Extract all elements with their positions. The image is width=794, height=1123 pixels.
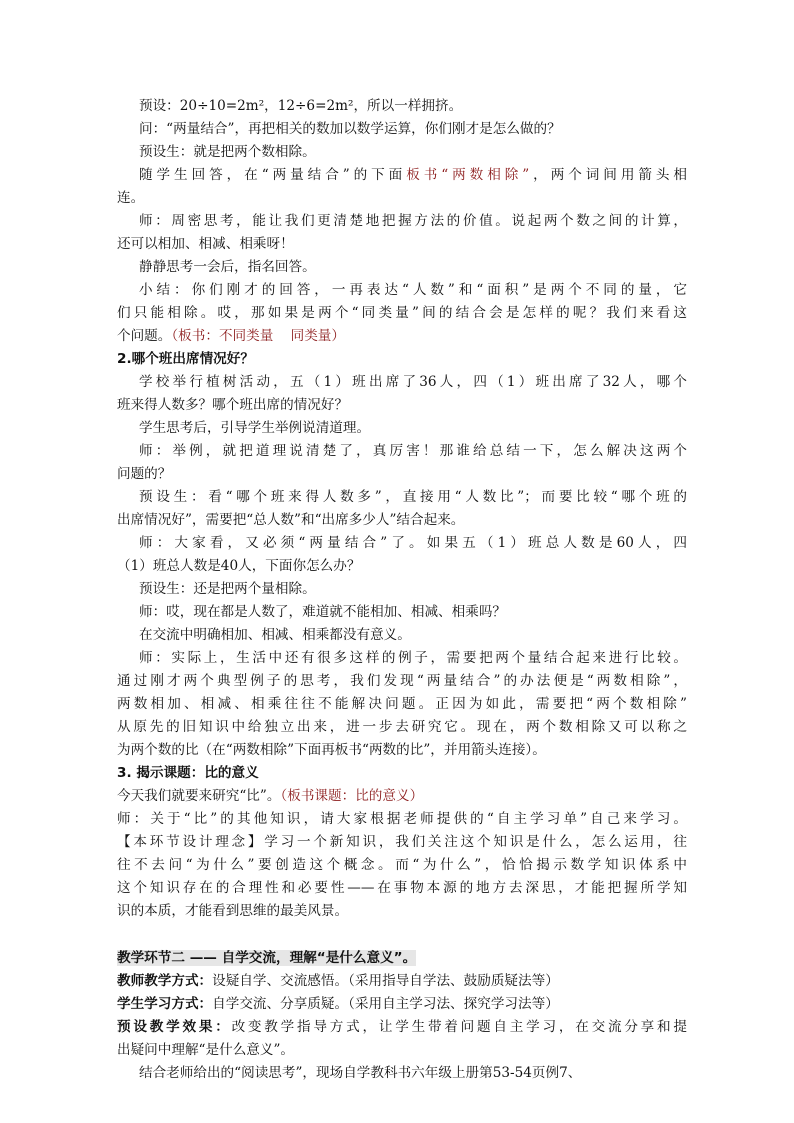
text-span: 个问题。 bbox=[117, 328, 172, 344]
paragraph-line: 预设生：还是把两个量相除。 bbox=[139, 581, 316, 597]
label-bold: 学生学习方式： bbox=[117, 996, 213, 1012]
text-span: 改变教学指导方式，让学生带着问题自主学习，在交流分享和提 bbox=[231, 1019, 687, 1035]
paragraph-line: 预设生：就是把两个数相除。 bbox=[139, 144, 316, 160]
board-note: （板书：不同类量 同类量） bbox=[171, 328, 345, 344]
section-heading: 3. 揭示课题：比的意义 bbox=[117, 765, 259, 781]
paragraph-line: 学生思考后，引导学生举例说清道理。 bbox=[139, 420, 371, 436]
paragraph-line: 师：关于“比”的其他知识，请大家根据老师提供的“自主学习单”自己来学习。 bbox=[117, 811, 687, 827]
paragraph-line: 通过刚才两个典型例子的思考，我们发现“两量结合”的办法便是“两数相除”， bbox=[117, 673, 687, 689]
text-span: 设疑自学、交流感悟。（采用指导自学法、鼓励质疑法等） bbox=[212, 973, 559, 989]
paragraph-line: 【本环节设计理念】学习一个新知识，我们关注这个知识是什么，怎么运用，往 bbox=[117, 834, 687, 850]
paragraph-line: 班来得人数多？哪个班出席的情况好？ bbox=[117, 397, 349, 413]
paragraph-line: 师：大家看，又必须“两量结合”了。如果五（1）班总人数是60人，四 bbox=[139, 535, 687, 551]
paragraph-line bbox=[117, 994, 687, 1014]
paragraph-line bbox=[117, 786, 687, 806]
paragraph-line: 结合老师给出的“阅读思考”，现场自学教科书六年级上册第53-54页例7、 bbox=[139, 1065, 582, 1081]
paragraph-line: 连。 bbox=[117, 190, 145, 206]
section-heading: 2.哪个班出席情况好？ bbox=[117, 351, 254, 367]
paragraph-line: 出席情况好”，需要把“总人数”和“出席多少人”结合起来。 bbox=[117, 512, 465, 528]
label-bold: 预设教学效果： bbox=[117, 1019, 232, 1035]
paragraph-line: 还可以相加、相减、相乘呀！ bbox=[117, 236, 294, 252]
label-bold: 教师教学方式： bbox=[117, 973, 213, 989]
paragraph-line bbox=[117, 326, 687, 346]
paragraph-line bbox=[117, 1017, 687, 1037]
paragraph-line: 这个知识存在的合理性和必要性——在事物本源的地方去深思，才能把握所学知 bbox=[117, 880, 687, 896]
text-span: 随学生回答，在“两量结合”的下面 bbox=[139, 167, 407, 183]
text-span: ，两个词间用箭头相 bbox=[529, 167, 687, 183]
paragraph-line: 两数相加、相减、相乘往往不能解决问题。正因为如此，需要把“两个数相除” bbox=[117, 696, 687, 712]
paragraph-line: 预设：20÷10=2m²，12÷6=2m²，所以一样拥挤。 bbox=[139, 98, 463, 114]
paragraph-line: 出疑问中理解“是什么意义”。 bbox=[117, 1042, 295, 1058]
paragraph-line: 识的本质，才能看到思维的最美风景。 bbox=[117, 903, 349, 919]
paragraph-line: 从原先的旧知识中给独立出来，进一步去研究它。现在，两个数相除又可以称之 bbox=[117, 719, 687, 735]
paragraph-line: 问题的？ bbox=[117, 466, 172, 482]
paragraph-line: 师：实际上，生活中还有很多这样的例子，需要把两个量结合起来进行比较。 bbox=[139, 650, 687, 666]
paragraph-line: 在交流中明确相加、相减、相乘都没有意义。 bbox=[139, 627, 411, 643]
text-span: 自学交流、分享质疑。（采用自主学习法、探究学习法等） bbox=[212, 996, 559, 1012]
paragraph-line: 师：举例，就把道理说清楚了，真厉害！那谁给总结一下，怎么解决这两个 bbox=[139, 443, 687, 459]
paragraph-line: 预设生：看“哪个班来得人数多”，直接用“人数比”；而要比较“哪个班的 bbox=[139, 489, 687, 505]
board-note: 板书“两数相除” bbox=[406, 167, 530, 183]
paragraph-line: 师：周密思考，能让我们更清楚地把握方法的价值。说起两个数之间的计算， bbox=[139, 213, 687, 229]
paragraph-line: 小结：你们刚才的回答，一再表达“人数”和“面积”是两个不同的量，它 bbox=[139, 282, 687, 298]
board-note: （板书课题：比的意义） bbox=[280, 788, 424, 804]
paragraph-line: （1）班总人数是40人，下面你怎么办？ bbox=[117, 558, 361, 574]
paragraph-line: 师：哎，现在都是人数了，难道就不能相加、相减、相乘吗？ bbox=[139, 604, 507, 620]
paragraph-line: 静静思考一会后，指名回答。 bbox=[139, 259, 316, 275]
paragraph-line: 问：“两量结合”，再把相关的数加以数学运算，你们刚才是怎么做的？ bbox=[139, 121, 561, 137]
paragraph-line: 为两个数的比（在“两数相除”下面再板书“两数的比”，并用箭头连接）。 bbox=[117, 742, 546, 758]
section-heading bbox=[117, 948, 687, 968]
paragraph-line bbox=[139, 165, 687, 185]
paragraph-line bbox=[117, 971, 687, 991]
highlighted-heading: 教学环节二 —— 自学交流，理解“是什么意义”。 bbox=[117, 950, 417, 966]
text-span: 今天我们就要来研究“比”。 bbox=[117, 788, 281, 804]
paragraph-line: 往不去问“为什么”要创造这个概念。而“为什么”，恰恰揭示数学知识体系中 bbox=[117, 857, 687, 873]
paragraph-line: 们只能相除。哎，那如果是两个“同类量”间的结合会是怎样的呢？我们来看这 bbox=[117, 305, 687, 321]
paragraph-line: 学校举行植树活动，五（1）班出席了36人，四（1）班出席了32人，哪个 bbox=[139, 374, 687, 390]
